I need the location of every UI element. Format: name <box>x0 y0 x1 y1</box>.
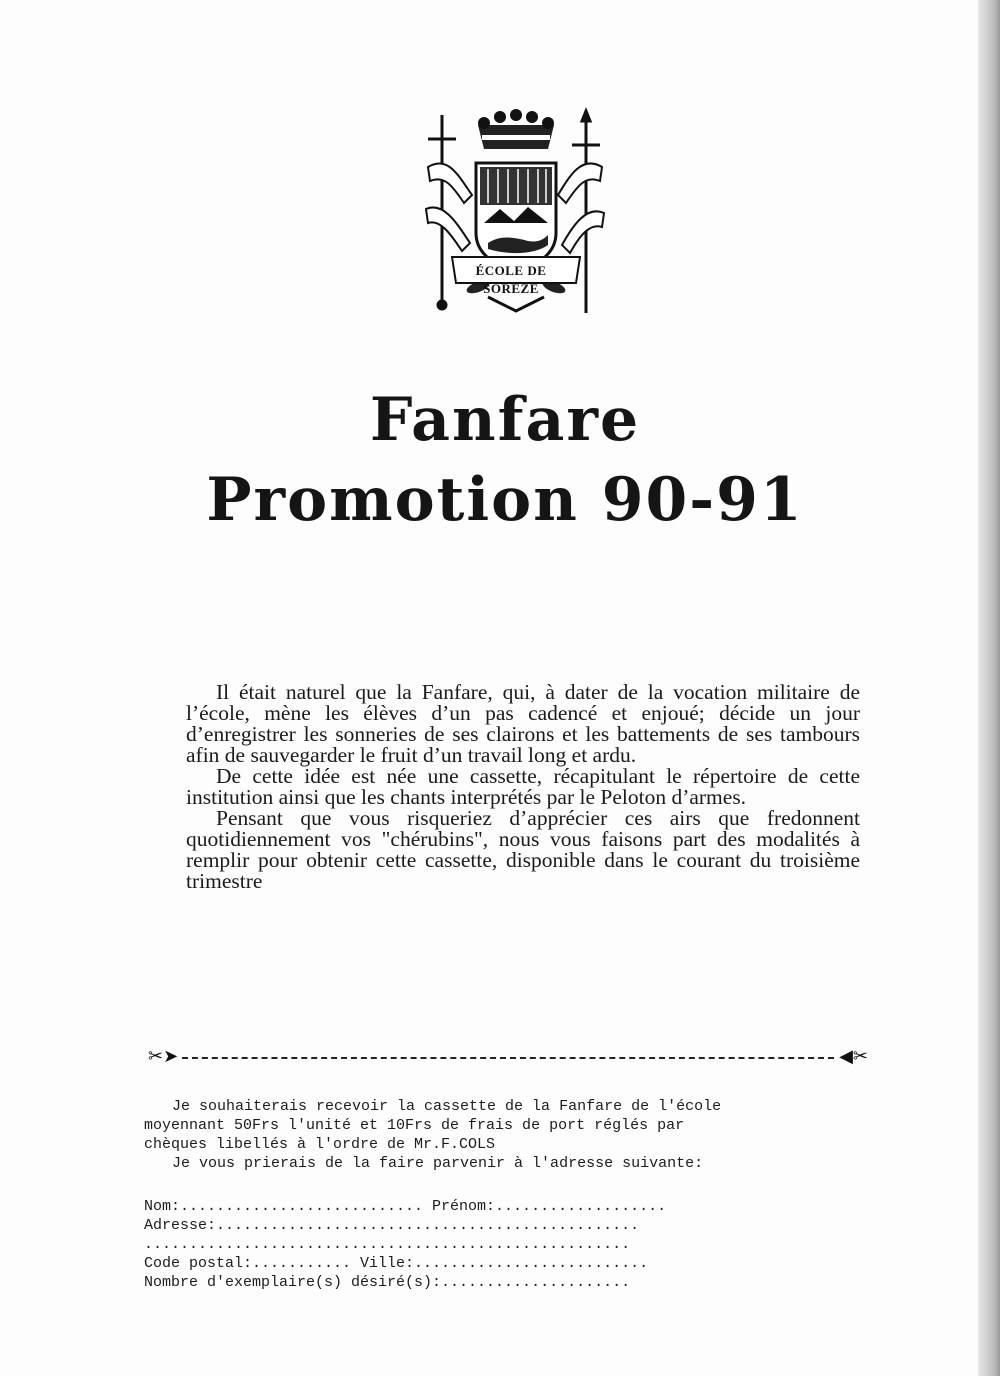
form-field-quantity: Nombre d'exemplaire(s) désiré(s):..................... <box>144 1274 631 1291</box>
page-title-line-1: Fanfare <box>369 385 641 455</box>
order-form-fields <box>144 1197 904 1292</box>
body-paragraph: Pensant que vous risqueriez d’apprécier ces airs que fredonnent quotidiennement vos "chérubins", nous vous faisons part des modalités à remplir pour obtenir cette cassette, disponible dans le courant du troisième trimestre <box>186 806 860 893</box>
form-line: Je souhaiterais recevoir la cassette de la Fanfare de l'école <box>172 1098 722 1115</box>
form-line: Je vous prierais de la faire parvenir à l'adresse suivante: <box>172 1155 704 1172</box>
form-line: chèques libellés à l'ordre de Mr.F.COLS <box>144 1136 496 1153</box>
body-paragraph: Il était naturel que la Fanfare, qui, à dater de la vocation militaire de l’école, mène les élèves d’un pas cadencé et enjoué; décide un jour d’enregistrer les sonneries de ses clairons et les battements de ses tambours afin de sauvegarder le fruit d’un travail long et ardu. <box>186 680 860 767</box>
form-field-address-continued: ...................................................... <box>144 1236 631 1253</box>
order-form-text <box>144 1097 904 1173</box>
crown-icon <box>478 109 554 149</box>
cut-here-line <box>148 1045 868 1069</box>
page-title-line-2: Promotion 90-91 <box>206 465 804 535</box>
left-motto-banner <box>428 163 472 203</box>
scissors-right-icon: ◀✂ <box>839 1046 868 1067</box>
form-line: moyennant 50Frs l'unité et 10Frs de frais de port réglés par <box>144 1117 685 1134</box>
crest-school-label: ÉCOLE DE SORÈZE <box>475 263 547 296</box>
scissors-left-icon: ✂➤ <box>148 1046 179 1067</box>
left-motto-banner-2 <box>426 207 470 251</box>
page-edge-shadow <box>978 0 1000 1376</box>
form-field-postcode-city: Code postal:........... Ville:.......................... <box>144 1255 649 1272</box>
right-motto-banner <box>558 163 602 203</box>
form-field-name: Nom:........................... Prénom:................... <box>144 1198 667 1215</box>
body-text <box>186 682 860 892</box>
right-motto-banner-2 <box>562 211 604 253</box>
body-paragraph: De cette idée est née une cassette, récapitulant le répertoire de cette institution ainsi que les chants interprétés par le Peloton d’armes. <box>186 764 860 809</box>
form-field-address: Adresse:............................................... <box>144 1217 640 1234</box>
dashed-cut-line <box>182 1057 834 1059</box>
